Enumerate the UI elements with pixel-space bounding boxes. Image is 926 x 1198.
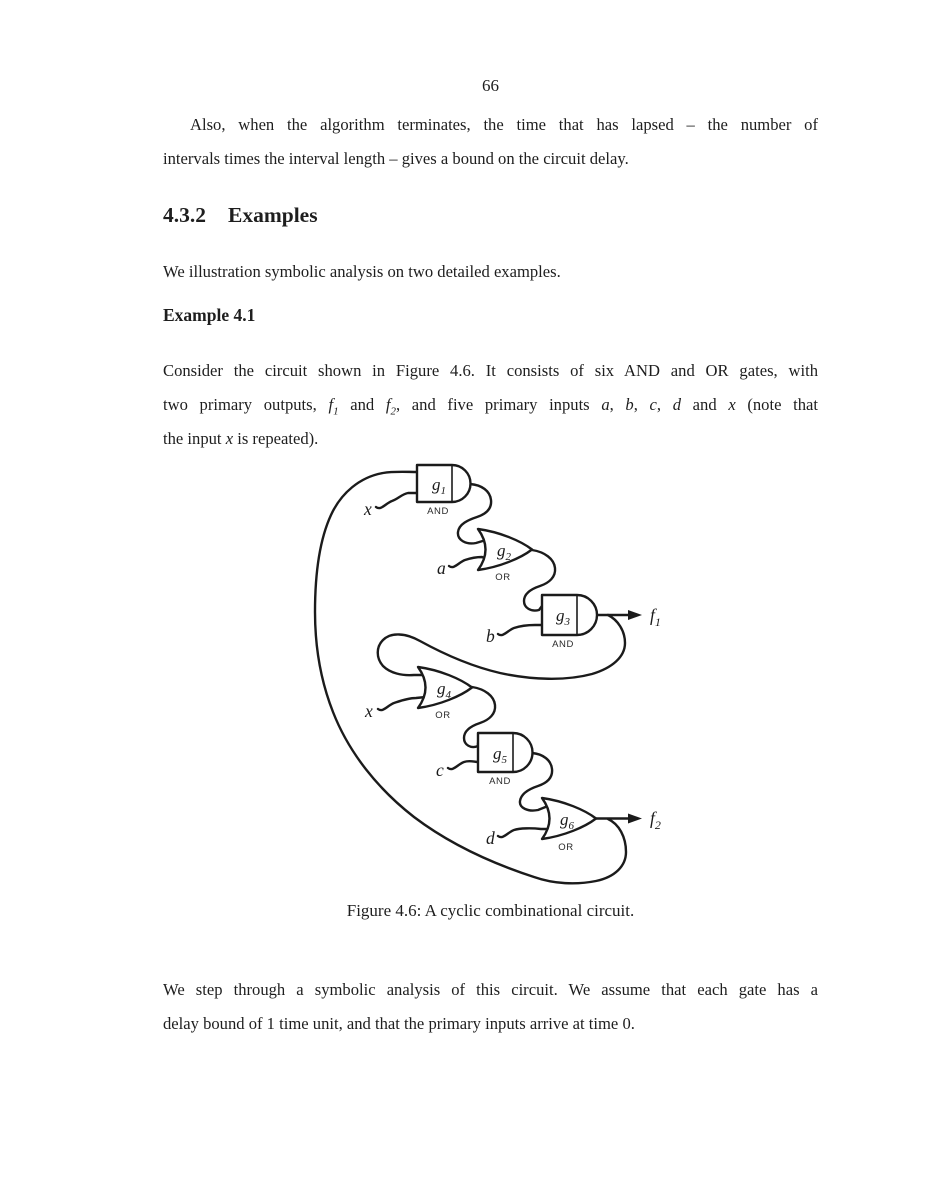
gate-g4-label: $g_4$ <box>437 679 451 701</box>
gate-g5 <box>478 733 533 787</box>
input-label-d: d <box>486 828 495 848</box>
paragraph-1 <box>163 108 818 176</box>
gate-g1-type-label: AND <box>427 506 449 517</box>
gate-g6-type-label: OR <box>558 842 574 853</box>
gate-g2-label: $g_2$ <box>497 541 511 563</box>
circuit-figure <box>280 450 700 898</box>
arrow-f1-icon <box>628 610 642 620</box>
output-label-f1: $f_1$ <box>650 605 661 629</box>
input-label-c: c <box>436 760 444 780</box>
paragraph-1-line-2: intervals times the interval length – gives a bound on the circuit delay. <box>163 148 629 168</box>
gate-g5-type-label: AND <box>489 776 511 787</box>
wire-input-b <box>498 625 542 635</box>
wire-input-x1 <box>376 493 417 508</box>
figure-caption: Figure 4.6: A cyclic combinational circuit. <box>346 901 635 920</box>
paragraph-3-line-3: the input x is repeated). <box>163 428 319 448</box>
gate-g5-label: $g_5$ <box>493 744 507 766</box>
input-label-x2: x <box>365 701 373 721</box>
gate-g6-label: $g_6$ <box>560 810 574 832</box>
circuit-svg <box>280 450 700 898</box>
paragraph-3 <box>163 354 818 455</box>
wire-input-c <box>448 761 478 769</box>
gate-g6 <box>542 798 596 853</box>
section-title: Examples <box>228 203 318 227</box>
gate-g4 <box>418 667 472 721</box>
paragraph-2 <box>163 255 818 289</box>
gate-g4-type-label: OR <box>435 710 451 721</box>
input-label-b: b <box>486 626 495 646</box>
gate-g1-label: $g_1$ <box>432 475 446 497</box>
paragraph-3-line-1: Consider the circuit shown in Figure 4.6. It consists of six AND and OR gates, with <box>163 361 818 380</box>
gate-g2-type-label: OR <box>495 572 511 583</box>
gate-g3 <box>542 595 597 650</box>
paragraph-4-line-2: delay bound of 1 time unit, and that the primary inputs arrive at time 0. <box>163 1013 635 1033</box>
paragraph-4 <box>163 973 818 1041</box>
output-label-f2: $f_2$ <box>650 808 661 832</box>
paragraph-1-line-1: Also, when the algorithm terminates, the time that has lapsed – the number of <box>190 115 818 134</box>
arrow-f2-icon <box>628 814 642 824</box>
gate-g3-body <box>542 595 597 635</box>
gate-g5-body <box>478 733 533 772</box>
gate-g3-label: $g_3$ <box>556 606 570 628</box>
gate-g6-body <box>542 798 596 839</box>
gate-g1 <box>417 465 471 517</box>
example-heading: Example 4.1 <box>163 305 256 325</box>
input-label-a: a <box>437 558 446 578</box>
section-number: 4.3.2 <box>163 203 206 227</box>
gate-g3-type-label: AND <box>552 639 574 650</box>
page-number: 66 <box>482 76 499 95</box>
wire-input-d <box>498 828 549 837</box>
paragraph-2-line-1: We illustration symbolic analysis on two detailed examples. <box>163 262 561 281</box>
section-heading <box>163 203 318 228</box>
input-label-x1: x <box>364 499 372 519</box>
paragraph-3-line-2: two primary outputs, $f_1$ and $f_2$, and five primary inputs a, b, c, d and x (note that <box>163 394 818 418</box>
gate-g2 <box>478 529 532 583</box>
paragraph-4-line-1: We step through a symbolic analysis of this circuit. We assume that each gate has a <box>163 980 818 999</box>
